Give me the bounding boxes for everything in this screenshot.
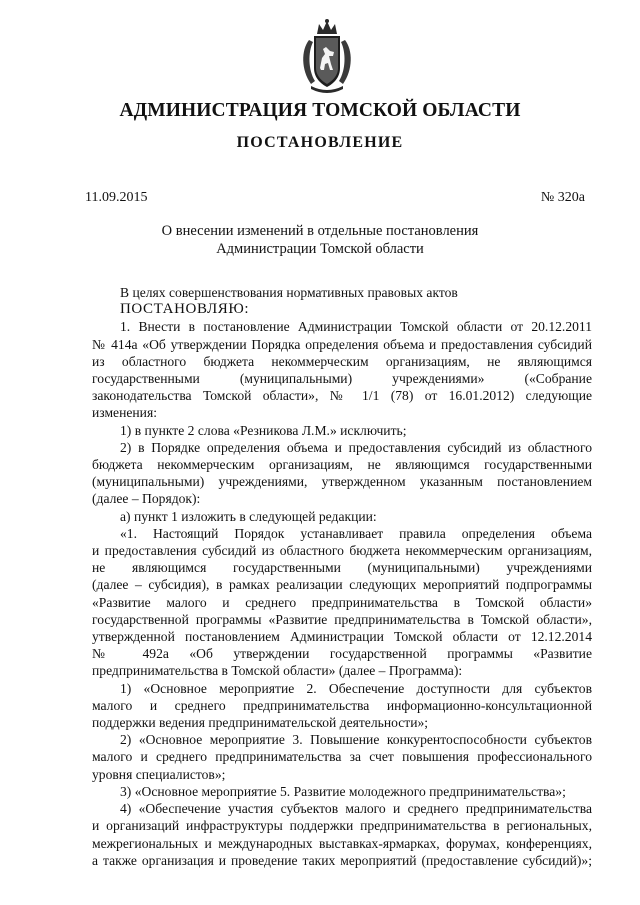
decree-word: ПОСТАНОВЛЯЮ:	[120, 301, 250, 318]
body-text-line: 1. Внести в постановление Администрации Томской области от 20.12.2011	[120, 319, 592, 335]
document-type: ПОСТАНОВЛЕНИЕ	[236, 134, 404, 151]
body-text-line: 3) «Основное мероприятие 5. Развитие молодежного предпринимательства»;	[120, 783, 566, 799]
body-text-line: из областного бюджета некоммерческим организациям, не являющимся	[92, 353, 592, 369]
body-text-line: бюджета некоммерческим организациям, не являющимся государственными	[92, 457, 592, 473]
body-text-line: межрегиональных и международных выставках-ярмарках, форумах, конференциях,	[92, 835, 592, 851]
subject-line: Администрации Томской области	[216, 241, 424, 257]
body-text-line: поддержки ведения предпринимательской деятельности»;	[92, 715, 429, 731]
body-text-line: 1) «Основное мероприятие 2. Обеспечение доступности для субъектов	[120, 680, 592, 696]
body-text-line: 4) «Обеспечение участия субъектов малого и среднего предпринимательства	[120, 801, 592, 817]
body-text-line: «Развитие малого и среднего предпринимательства в Томской области»	[92, 594, 592, 610]
document-body	[92, 284, 592, 869]
document-subject	[0, 222, 640, 258]
body-text-line: 2) «Основное мероприятие 3. Повышение конкурентоспособности субъектов	[120, 732, 592, 748]
body-text-line: 2) в Порядке определения объема и предоставления субсидий из областного	[120, 439, 592, 455]
body-text-line: № 414а «Об утверждении Порядка определения объема и предоставления субсидий	[92, 336, 592, 352]
body-text-line: государственными (муниципальными) учреждениями» («Собрание	[92, 371, 592, 387]
body-text-line: изменения:	[92, 405, 157, 421]
body-text-line: не являющимся государственными (муниципальными) учреждениями	[92, 560, 592, 576]
body-text-line: малого и среднего предпринимательства за счет повышения профессионального	[92, 749, 592, 765]
preamble: В целях совершенствования нормативных правовых актов	[120, 285, 458, 300]
body-text-line: а также организация и проведение таких мероприятий (предоставление субсидий)»;	[92, 852, 592, 868]
body-text-line: предпринимательства в Томской области» (далее – Программа):	[92, 663, 463, 679]
body-text-line: (далее – субсидия), в рамках реализации следующих мероприятий подпрограммы	[92, 577, 592, 593]
body-text-line: «1. Настоящий Порядок устанавливает правила определения объема	[120, 525, 592, 541]
body-text-line: № 492а «Об утверждении государственной программы «Развитие	[92, 646, 592, 662]
organization-title: АДМИНИСТРАЦИЯ ТОМСКОЙ ОБЛАСТИ	[119, 100, 521, 121]
document-number: № 320а	[540, 190, 585, 205]
document-date: 11.09.2015	[85, 190, 148, 205]
body-text-line: (далее – Порядок):	[92, 491, 201, 507]
body-text-line: и организаций инфраструктуры поддержки предпринимательства в региональных,	[92, 818, 592, 834]
body-text-line: утвержденной постановлением Администрации Томской области от 12.12.2014	[92, 629, 592, 645]
body-text-line: законодательства Томской области», № 1/1 (78) от 16.01.2012) следующие	[92, 388, 592, 404]
body-text-line: а) пункт 1 изложить в следующей редакции:	[120, 508, 377, 524]
body-text-line: уровня специалистов»;	[92, 766, 226, 782]
coat-of-arms-emblem	[299, 18, 355, 94]
subject-line: О внесении изменений в отдельные постановления	[161, 223, 479, 239]
body-text-line: и предоставления субсидий из областного бюджета некоммерческим организациям,	[92, 543, 592, 559]
body-text-line: 1) в пункте 2 слова «Резникова Л.М.» исключить;	[120, 422, 407, 438]
body-text-line: малого и среднего предпринимательства информационно-консультационной	[92, 697, 592, 713]
body-text-line: государственной программы «Развитие предпринимательства в Томской области»,	[92, 611, 592, 627]
body-text-line: (муниципальными) учреждениями, утвержденном указанным постановлением	[92, 474, 592, 490]
